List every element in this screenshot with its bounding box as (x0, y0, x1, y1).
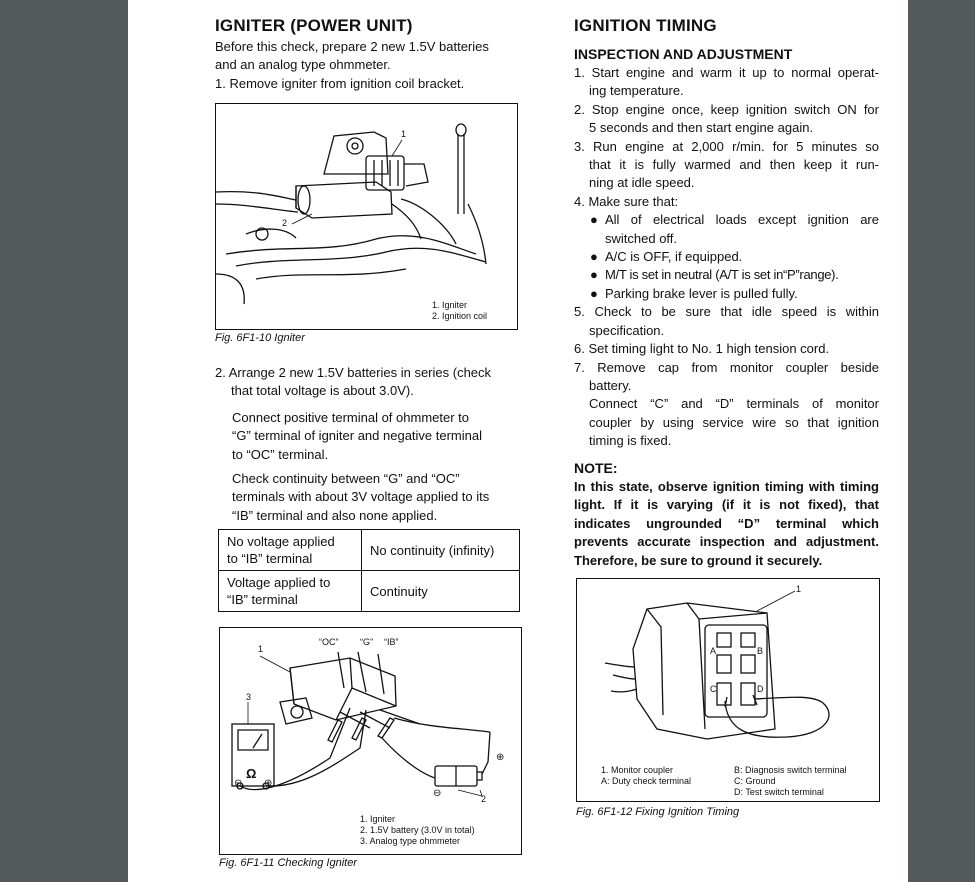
callout-3: 3 (246, 692, 252, 702)
check-instructions: Check continuity between “G” and “OC” terminals with about 3V voltage applied to its “IB” terminal and also none applied. (232, 471, 490, 523)
table-row (219, 571, 520, 612)
step-2: 2. Arrange 2 new 1.5V batteries in series (check that total voltage is about 3.0V). (215, 365, 492, 399)
ohm-symbol: Ω (246, 766, 257, 781)
table-cell-result: Continuity (362, 571, 520, 612)
bullet-item: ● A/C is OFF, if equipped. (590, 249, 743, 265)
terminal-g-label: “G” (360, 637, 373, 647)
terminal-b-label: B (757, 646, 764, 656)
table-cell-condition: No voltage applied to “IB” terminal (219, 530, 362, 571)
bullet-item: ● Parking brake lever is pulled fully. (590, 285, 798, 301)
figure-igniter (215, 103, 518, 330)
ignition-timing-title: IGNITION TIMING (574, 16, 717, 35)
table-row (219, 530, 520, 571)
plus-terminal-icon: ⊕ (264, 778, 273, 789)
fig12-legend-left: 1. Monitor coupler A: Duty check terminal (601, 765, 692, 786)
minus-terminal-icon: ⊖ (234, 778, 243, 789)
inspection-subtitle: INSPECTION AND ADJUSTMENT (574, 46, 793, 62)
callout-1: 1 (258, 644, 264, 654)
caption-fig-6f1-12: Fig. 6F1-12 Fixing Ignition Timing (576, 806, 740, 818)
igniter-title: IGNITER (POWER UNIT) (215, 16, 413, 35)
table-cell-condition: Voltage applied to “IB” terminal (219, 571, 362, 612)
table-cell-result: No continuity (infinity) (362, 530, 520, 571)
fig12-legend-right: B: Diagnosis switch terminal C: Ground D: Test switch terminal (734, 765, 847, 797)
terminal-c-label: C (710, 684, 717, 694)
note-label: NOTE: (574, 460, 618, 476)
callout-2: 2 (282, 218, 288, 228)
continuity-table (218, 529, 520, 612)
caption-fig-6f1-10: Fig. 6F1-10 Igniter (215, 332, 305, 344)
figure-checking-igniter (219, 627, 522, 855)
timing-steps: 1. Start engine and warm it up to normal operat- ing temperature. 2. Stop engine once, keep ignition switch ON for 5 seconds and then start engine again. 3. Run engine at 2,000 r/min. for 5 minutes so that it is fully warmed and then keep it run- ning at idle speed. 4. Make sure that: ● All of electrical loads except ignition are switched off. ● A/C is OFF, if equipped. ● M/T is set in neutral (A/T is set in“P”range). ● Parking brake lever is pulled fully. 5. Check to be sure that idle speed is within specification. 6. Set timing light to No. 1 high tension cord. 7. Remove cap from monitor coupler beside battery. Connect “C” and “D” terminals of monitor coupler by using service wire so that ignition timing is fixed. (574, 65, 879, 449)
terminal-ib-label: “IB” (384, 637, 399, 647)
bullet-item: ● All of electrical loads except ignition are (590, 212, 879, 228)
figure-checking-igniter-legend: 1. Igniter 2. 1.5V battery (3.0V in total) 3. Analog type ohmmeter (360, 814, 475, 846)
callout-1: 1 (796, 584, 802, 594)
callout-1: 1 (401, 129, 407, 139)
note-text: In this state, observe ignition timing with timing light. If it is varying (if it is not fixed), that indicates ungrounded “D” terminal which prevents accurate inspection and adjustment. Therefore, be sure to ground it securely. (574, 479, 879, 568)
figure-fixing-ignition-timing (576, 578, 880, 802)
figure-igniter-legend: 1. Igniter 2. Ignition coil (432, 300, 488, 321)
igniter-intro: Before this check, prepare 2 new 1.5V batteries and an analog type ohmmeter. 1. Remove igniter from ignition coil bracket. (215, 39, 489, 91)
manual-page (128, 0, 908, 882)
battery-minus-icon: ⊖ (433, 788, 442, 799)
terminal-d-label: D (757, 684, 764, 694)
bullet-item: ● M/T is set in neutral (A/T is set in“P”range). (590, 267, 839, 283)
terminal-oc-label: “OC” (319, 637, 339, 647)
connect-instructions: Connect positive terminal of ohmmeter to “G” terminal of igniter and negative terminal to “OC” terminal. (232, 410, 483, 462)
callout-2: 2 (481, 794, 487, 804)
caption-fig-6f1-11: Fig. 6F1-11 Checking Igniter (219, 857, 357, 869)
battery-plus-icon: ⊕ (496, 752, 505, 763)
igniter-drawing (216, 104, 517, 329)
terminal-a-label: A (710, 646, 717, 656)
